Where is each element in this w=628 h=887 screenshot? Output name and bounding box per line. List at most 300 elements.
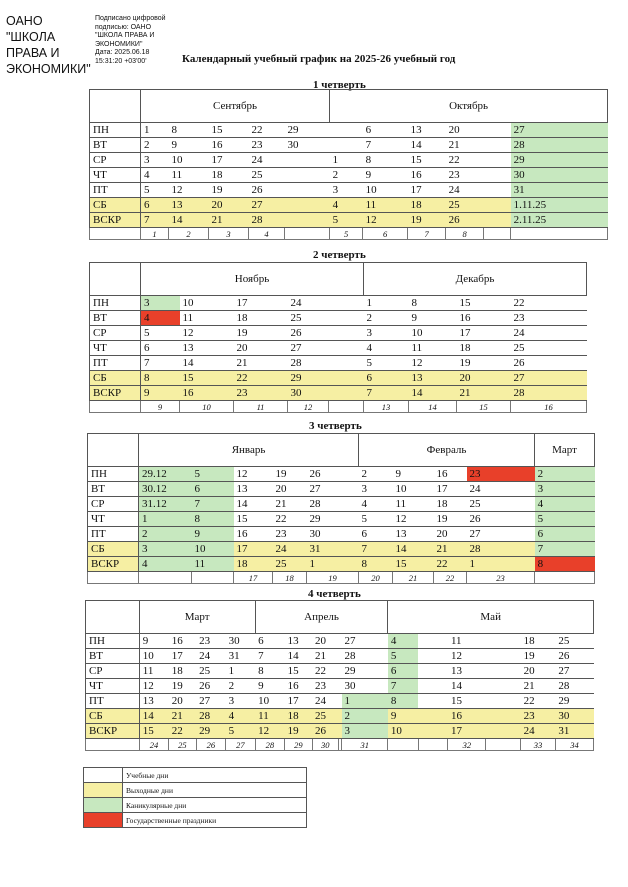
signature-details: Подписано цифровой подписью: ОАНО "ШКОЛА ПРАВА И ЭКОНОМИКИ" Дата: 2025.06.18 15:31:20 +03'00' [95, 15, 166, 65]
day-cell: 16 [234, 527, 273, 542]
day-cell: 6 [359, 527, 393, 542]
day-cell: 12 [255, 724, 285, 739]
day-cell: 17 [408, 183, 446, 198]
weekday-label: ВТ [90, 311, 141, 326]
day-cell: 25 [249, 168, 285, 183]
day-cell: 22 [169, 724, 196, 739]
day-cell: 26 [511, 356, 587, 371]
quarter-3-calendar [87, 433, 595, 584]
day-cell: 22 [434, 557, 467, 572]
day-cell: 17 [285, 694, 312, 709]
quarter-3-title: 3 четверть [309, 420, 362, 432]
week-number: 32 [448, 739, 486, 751]
week-number: 12 [288, 401, 329, 413]
day-cell: 5 [226, 724, 256, 739]
day-cell [330, 123, 363, 138]
day-cell: 19 [521, 649, 556, 664]
week-number: 23 [467, 572, 535, 584]
day-cell: 11 [409, 341, 457, 356]
day-cell: 4 [141, 311, 180, 326]
day-cell: 25 [511, 341, 587, 356]
week-number [535, 572, 595, 584]
day-cell: 30 [288, 386, 329, 401]
weekday-label: ПН [88, 467, 139, 482]
day-cell: 9 [388, 709, 419, 724]
legend-row-weekend [84, 783, 307, 798]
week-number [86, 739, 140, 751]
day-cell [418, 724, 448, 739]
day-cell [329, 326, 364, 341]
legend-swatch-state-holiday [84, 813, 123, 828]
day-cell: 10 [192, 542, 234, 557]
day-cell: 3 [330, 183, 363, 198]
day-cell: 12 [363, 213, 408, 228]
day-cell: 15 [139, 724, 169, 739]
week-number: 4 [249, 228, 285, 240]
day-cell: 12 [169, 183, 209, 198]
day-cell: 25 [196, 664, 226, 679]
day-cell: 26 [555, 649, 593, 664]
day-cell: 13 [393, 527, 434, 542]
weekday-row [88, 497, 595, 512]
day-cell: 26 [288, 326, 329, 341]
day-cell: 29.12 [139, 467, 192, 482]
week-number: 2 [169, 228, 209, 240]
legend-swatch-weekend [84, 783, 123, 798]
day-cell: 7 [141, 213, 169, 228]
weekday-label: СБ [90, 198, 141, 213]
day-cell: 26 [446, 213, 484, 228]
day-cell: 6 [388, 664, 419, 679]
day-cell: 7 [255, 649, 285, 664]
day-cell: 27 [288, 341, 329, 356]
day-cell [486, 679, 521, 694]
day-cell: 28 [511, 138, 608, 153]
day-cell: 14 [169, 213, 209, 228]
day-cell: 11 [448, 634, 486, 649]
day-cell [484, 123, 511, 138]
legend [83, 767, 307, 828]
day-cell: 22 [312, 664, 338, 679]
week-number: 29 [285, 739, 312, 751]
day-cell: 15 [285, 664, 312, 679]
week-number [90, 228, 141, 240]
week-number: 16 [511, 401, 587, 413]
day-cell: 10 [409, 326, 457, 341]
day-cell: 26 [307, 467, 359, 482]
day-cell: 20 [169, 694, 196, 709]
week-number: 8 [446, 228, 484, 240]
day-cell: 2 [364, 311, 409, 326]
day-cell: 18 [457, 341, 511, 356]
day-cell: 29 [196, 724, 226, 739]
day-cell: 9 [139, 634, 169, 649]
quarter-2-title: 2 четверть [313, 249, 366, 261]
day-cell: 14 [139, 709, 169, 724]
day-cell: 4 [141, 168, 169, 183]
day-cell: 10 [169, 153, 209, 168]
weekday-label: ВСКР [90, 213, 141, 228]
week-number: 26 [196, 739, 226, 751]
weekday-row [90, 356, 587, 371]
day-cell: 4 [364, 341, 409, 356]
day-cell: 13 [139, 694, 169, 709]
day-cell [329, 311, 364, 326]
day-cell: 23 [312, 679, 338, 694]
day-cell: 29 [307, 512, 359, 527]
day-cell: 19 [209, 183, 249, 198]
week-number: 3 [209, 228, 249, 240]
day-cell: 9 [169, 138, 209, 153]
day-cell: 14 [180, 356, 234, 371]
day-cell: 13 [180, 341, 234, 356]
day-cell: 25 [467, 497, 535, 512]
day-cell [484, 213, 511, 228]
day-cell: 22 [249, 123, 285, 138]
legend-row-holiday [84, 798, 307, 813]
day-cell: 23 [511, 311, 587, 326]
day-cell [418, 634, 448, 649]
day-cell: 18 [234, 311, 288, 326]
week-number [88, 572, 139, 584]
day-cell: 28 [342, 649, 388, 664]
weekday-row [86, 679, 594, 694]
weekday-row [86, 694, 594, 709]
day-cell: 23 [521, 709, 556, 724]
day-cell: 9 [363, 168, 408, 183]
weekday-label: СБ [86, 709, 140, 724]
day-cell: 17 [234, 542, 273, 557]
day-cell: 30 [555, 709, 593, 724]
day-cell: 24 [521, 724, 556, 739]
weekday-row [86, 649, 594, 664]
weekday-label: СР [90, 326, 141, 341]
day-cell [484, 138, 511, 153]
day-cell: 18 [408, 198, 446, 213]
week-number: 21 [393, 572, 434, 584]
day-cell: 7 [363, 138, 408, 153]
day-cell: 21 [457, 386, 511, 401]
week-number: 27 [226, 739, 256, 751]
week-number: 10 [180, 401, 234, 413]
day-cell: 10 [393, 482, 434, 497]
day-cell: 13 [234, 482, 273, 497]
header-corner [88, 434, 139, 467]
day-cell: 8 [359, 557, 393, 572]
quarter-4-calendar [85, 600, 594, 751]
day-cell [486, 694, 521, 709]
day-cell: 3 [139, 542, 192, 557]
weekday-row [88, 512, 595, 527]
day-cell: 25 [555, 634, 593, 649]
day-cell: 22 [273, 512, 307, 527]
day-cell: 27 [511, 371, 587, 386]
day-cell: 5 [192, 467, 234, 482]
weekday-row [90, 183, 608, 198]
day-cell: 2.11.25 [511, 213, 608, 228]
week-number [511, 228, 608, 240]
day-cell: 31 [511, 183, 608, 198]
day-cell: 11 [393, 497, 434, 512]
day-cell: 29 [288, 371, 329, 386]
day-cell: 2 [226, 679, 256, 694]
day-cell: 18 [169, 664, 196, 679]
day-cell: 18 [209, 168, 249, 183]
week-number: 28 [255, 739, 285, 751]
day-cell: 15 [180, 371, 234, 386]
day-cell: 31.12 [139, 497, 192, 512]
week-number: 6 [363, 228, 408, 240]
day-cell: 28 [307, 497, 359, 512]
weekday-row [90, 138, 608, 153]
day-cell: 12 [409, 356, 457, 371]
day-cell: 30 [342, 679, 388, 694]
day-cell: 21 [273, 497, 307, 512]
day-cell: 5 [388, 649, 419, 664]
day-cell: 19 [457, 356, 511, 371]
week-number: 20 [359, 572, 393, 584]
week-number: 34 [555, 739, 593, 751]
week-number: 14 [409, 401, 457, 413]
day-cell: 25 [273, 557, 307, 572]
day-cell: 18 [234, 557, 273, 572]
day-cell: 25 [312, 709, 338, 724]
week-number [484, 228, 511, 240]
day-cell: 9 [255, 679, 285, 694]
day-cell [285, 198, 330, 213]
day-cell [285, 168, 330, 183]
day-cell: 15 [393, 557, 434, 572]
day-cell: 18 [434, 497, 467, 512]
day-cell: 20 [446, 123, 484, 138]
weekday-label: ПТ [90, 183, 141, 198]
day-cell: 18 [285, 709, 312, 724]
day-cell: 5 [364, 356, 409, 371]
day-cell: 22 [446, 153, 484, 168]
document-title: Календарный учебный график на 2025-26 учебный год [182, 53, 456, 65]
week-number: 7 [408, 228, 446, 240]
weekday-label: СР [88, 497, 139, 512]
week-number: 30 [312, 739, 338, 751]
week-number [388, 739, 419, 751]
day-cell: 22 [234, 371, 288, 386]
weekday-label: ВСКР [90, 386, 141, 401]
day-cell: 24 [196, 649, 226, 664]
day-cell: 30 [307, 527, 359, 542]
day-cell: 1 [141, 123, 169, 138]
legend-label-weekend: Выходные дни [123, 783, 307, 798]
day-cell [418, 649, 448, 664]
weekday-label: ПТ [90, 356, 141, 371]
day-cell: 3 [535, 482, 595, 497]
quarter-1-title: 1 четверть [313, 79, 366, 91]
weekday-row [90, 213, 608, 228]
weekday-label: ВСКР [88, 557, 139, 572]
week-number: 11 [234, 401, 288, 413]
day-cell: 27 [249, 198, 285, 213]
day-cell: 11 [192, 557, 234, 572]
weekday-label: СБ [88, 542, 139, 557]
day-cell: 16 [457, 311, 511, 326]
month-header: Ноябрь [141, 263, 364, 296]
day-cell: 1 [342, 694, 388, 709]
day-cell: 27 [511, 123, 608, 138]
day-cell: 2 [359, 467, 393, 482]
day-cell: 10 [180, 296, 234, 311]
day-cell: 6 [363, 123, 408, 138]
day-cell: 2 [141, 138, 169, 153]
day-cell [285, 183, 330, 198]
day-cell: 8 [535, 557, 595, 572]
day-cell: 20 [457, 371, 511, 386]
day-cell: 28 [196, 709, 226, 724]
weekday-label: ВТ [88, 482, 139, 497]
day-cell [329, 371, 364, 386]
day-cell: 7 [535, 542, 595, 557]
day-cell: 5 [330, 213, 363, 228]
day-cell: 10 [388, 724, 419, 739]
day-cell: 16 [180, 386, 234, 401]
day-cell: 21 [169, 709, 196, 724]
day-cell: 11 [139, 664, 169, 679]
day-cell: 17 [209, 153, 249, 168]
day-cell: 21 [434, 542, 467, 557]
day-cell: 24 [467, 482, 535, 497]
day-cell: 4 [226, 709, 256, 724]
weekday-row [86, 724, 594, 739]
day-cell [330, 138, 363, 153]
day-cell [418, 694, 448, 709]
day-cell: 13 [285, 634, 312, 649]
weekday-row [90, 198, 608, 213]
day-cell: 29 [285, 123, 330, 138]
weekday-row [90, 168, 608, 183]
day-cell: 28 [467, 542, 535, 557]
day-cell [418, 679, 448, 694]
week-number: 13 [364, 401, 409, 413]
day-cell: 21 [209, 213, 249, 228]
day-cell: 26 [196, 679, 226, 694]
day-cell: 23 [467, 467, 535, 482]
weekday-label: ВТ [90, 138, 141, 153]
month-header: Февраль [359, 434, 535, 467]
day-cell: 21 [446, 138, 484, 153]
legend-row-study [84, 768, 307, 783]
day-cell: 24 [446, 183, 484, 198]
day-cell: 22 [511, 296, 587, 311]
month-header: Март [139, 601, 255, 634]
day-cell: 26 [312, 724, 338, 739]
month-header: Январь [139, 434, 359, 467]
day-cell: 22 [521, 694, 556, 709]
day-cell [486, 664, 521, 679]
day-cell: 8 [409, 296, 457, 311]
legend-label-study: Учебные дни [123, 768, 307, 783]
quarter-1-calendar [89, 89, 608, 240]
weekday-row [90, 311, 587, 326]
week-number: 33 [521, 739, 556, 751]
day-cell: 2 [330, 168, 363, 183]
day-cell: 11 [255, 709, 285, 724]
day-cell: 13 [409, 371, 457, 386]
legend-row-state-holiday [84, 813, 307, 828]
day-cell: 19 [408, 213, 446, 228]
week-number: 25 [169, 739, 196, 751]
day-cell: 15 [457, 296, 511, 311]
week-number: 9 [141, 401, 180, 413]
day-cell: 1 [307, 557, 359, 572]
weekday-row [90, 371, 587, 386]
weekday-label: ЧТ [88, 512, 139, 527]
day-cell: 16 [408, 168, 446, 183]
weekday-row [90, 296, 587, 311]
day-cell: 6 [141, 198, 169, 213]
day-cell: 24 [249, 153, 285, 168]
day-cell: 7 [364, 386, 409, 401]
day-cell: 31 [555, 724, 593, 739]
day-cell [484, 168, 511, 183]
day-cell: 25 [446, 198, 484, 213]
day-cell: 10 [139, 649, 169, 664]
day-cell: 14 [285, 649, 312, 664]
day-cell: 8 [141, 371, 180, 386]
weekday-label: ПН [86, 634, 140, 649]
day-cell: 4 [139, 557, 192, 572]
day-cell: 23 [234, 386, 288, 401]
day-cell: 8 [169, 123, 209, 138]
week-number: 22 [434, 572, 467, 584]
week-number [139, 572, 192, 584]
week-number [329, 401, 364, 413]
weekday-label: ВТ [86, 649, 140, 664]
day-cell: 30 [285, 138, 330, 153]
day-cell: 25 [288, 311, 329, 326]
day-cell: 3 [141, 153, 169, 168]
weekday-label: СР [86, 664, 140, 679]
day-cell: 20 [273, 482, 307, 497]
day-cell: 13 [448, 664, 486, 679]
day-cell: 17 [234, 296, 288, 311]
day-cell: 27 [555, 664, 593, 679]
day-cell: 9 [192, 527, 234, 542]
day-cell: 21 [234, 356, 288, 371]
weekday-row [90, 123, 608, 138]
header-corner [90, 90, 141, 123]
day-cell: 20 [234, 341, 288, 356]
day-cell [329, 341, 364, 356]
day-cell: 1.11.25 [511, 198, 608, 213]
day-cell: 3 [342, 724, 388, 739]
day-cell [486, 649, 521, 664]
week-number: 18 [273, 572, 307, 584]
weekday-row [88, 542, 595, 557]
month-header: Апрель [255, 601, 388, 634]
day-cell: 3 [141, 296, 180, 311]
quarter-2-calendar [89, 262, 587, 413]
day-cell: 28 [249, 213, 285, 228]
day-cell: 14 [408, 138, 446, 153]
day-cell: 16 [169, 634, 196, 649]
day-cell: 13 [408, 123, 446, 138]
month-header: Март [535, 434, 595, 467]
day-cell: 28 [555, 679, 593, 694]
day-cell: 24 [511, 326, 587, 341]
day-cell: 27 [342, 634, 388, 649]
day-cell: 28 [511, 386, 587, 401]
day-cell: 20 [312, 634, 338, 649]
day-cell: 30.12 [139, 482, 192, 497]
legend-label-holiday: Каникулярные дни [123, 798, 307, 813]
